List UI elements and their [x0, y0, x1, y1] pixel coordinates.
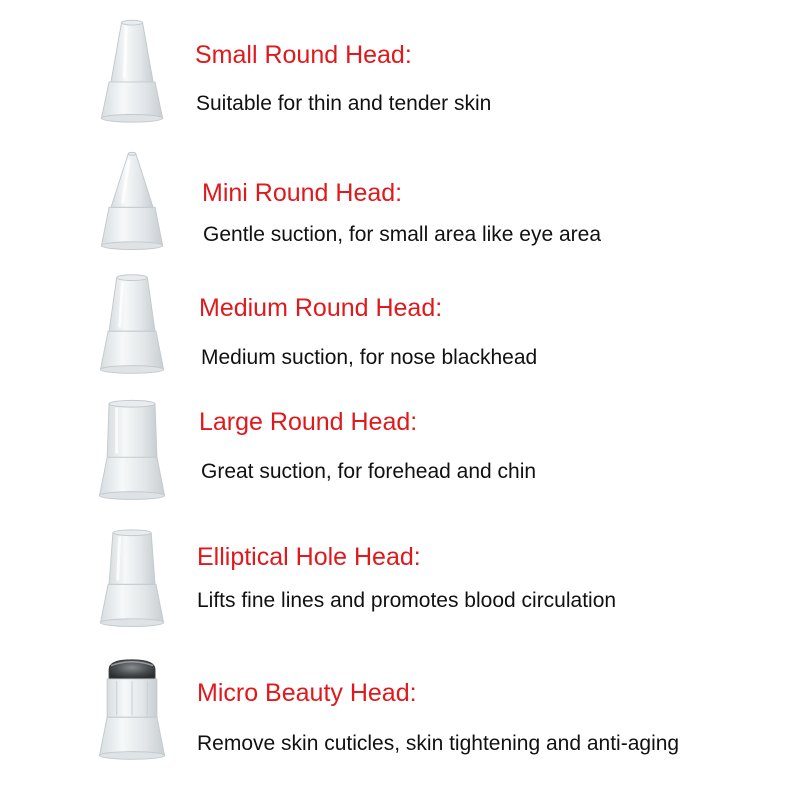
head-title: Large Round Head:: [199, 408, 418, 436]
head-title: Micro Beauty Head:: [197, 679, 417, 707]
head-title: Mini Round Head:: [202, 179, 403, 207]
head-title: Medium Round Head:: [199, 294, 443, 322]
head-description: Gentle suction, for small area like eye area: [203, 223, 602, 246]
mini-round-head-icon: [88, 150, 178, 260]
elliptical-hole-head-icon: [88, 527, 178, 637]
head-item-micro-beauty: [0, 656, 800, 786]
small-round-head-icon: [88, 15, 178, 125]
head-description: Medium suction, for nose blackhead: [201, 346, 538, 369]
head-description: Great suction, for forehead and chin: [201, 460, 537, 483]
head-item-mini-round: [0, 150, 800, 280]
head-title: Small Round Head:: [195, 41, 412, 69]
head-title: Elliptical Hole Head:: [197, 543, 421, 571]
large-round-head-icon: [88, 398, 178, 508]
medium-round-head-icon: [88, 270, 178, 380]
head-description: Lifts fine lines and promotes blood circulation: [197, 589, 617, 612]
head-description: Remove skin cuticles, skin tightening and anti-aging: [197, 732, 680, 755]
micro-beauty-head-icon: [88, 656, 178, 766]
head-item-elliptical-hole: [0, 527, 800, 657]
head-item-large-round: [0, 398, 800, 528]
head-item-medium-round: [0, 270, 800, 400]
head-description: Suitable for thin and tender skin: [196, 92, 492, 115]
head-item-small-round: [0, 15, 800, 145]
